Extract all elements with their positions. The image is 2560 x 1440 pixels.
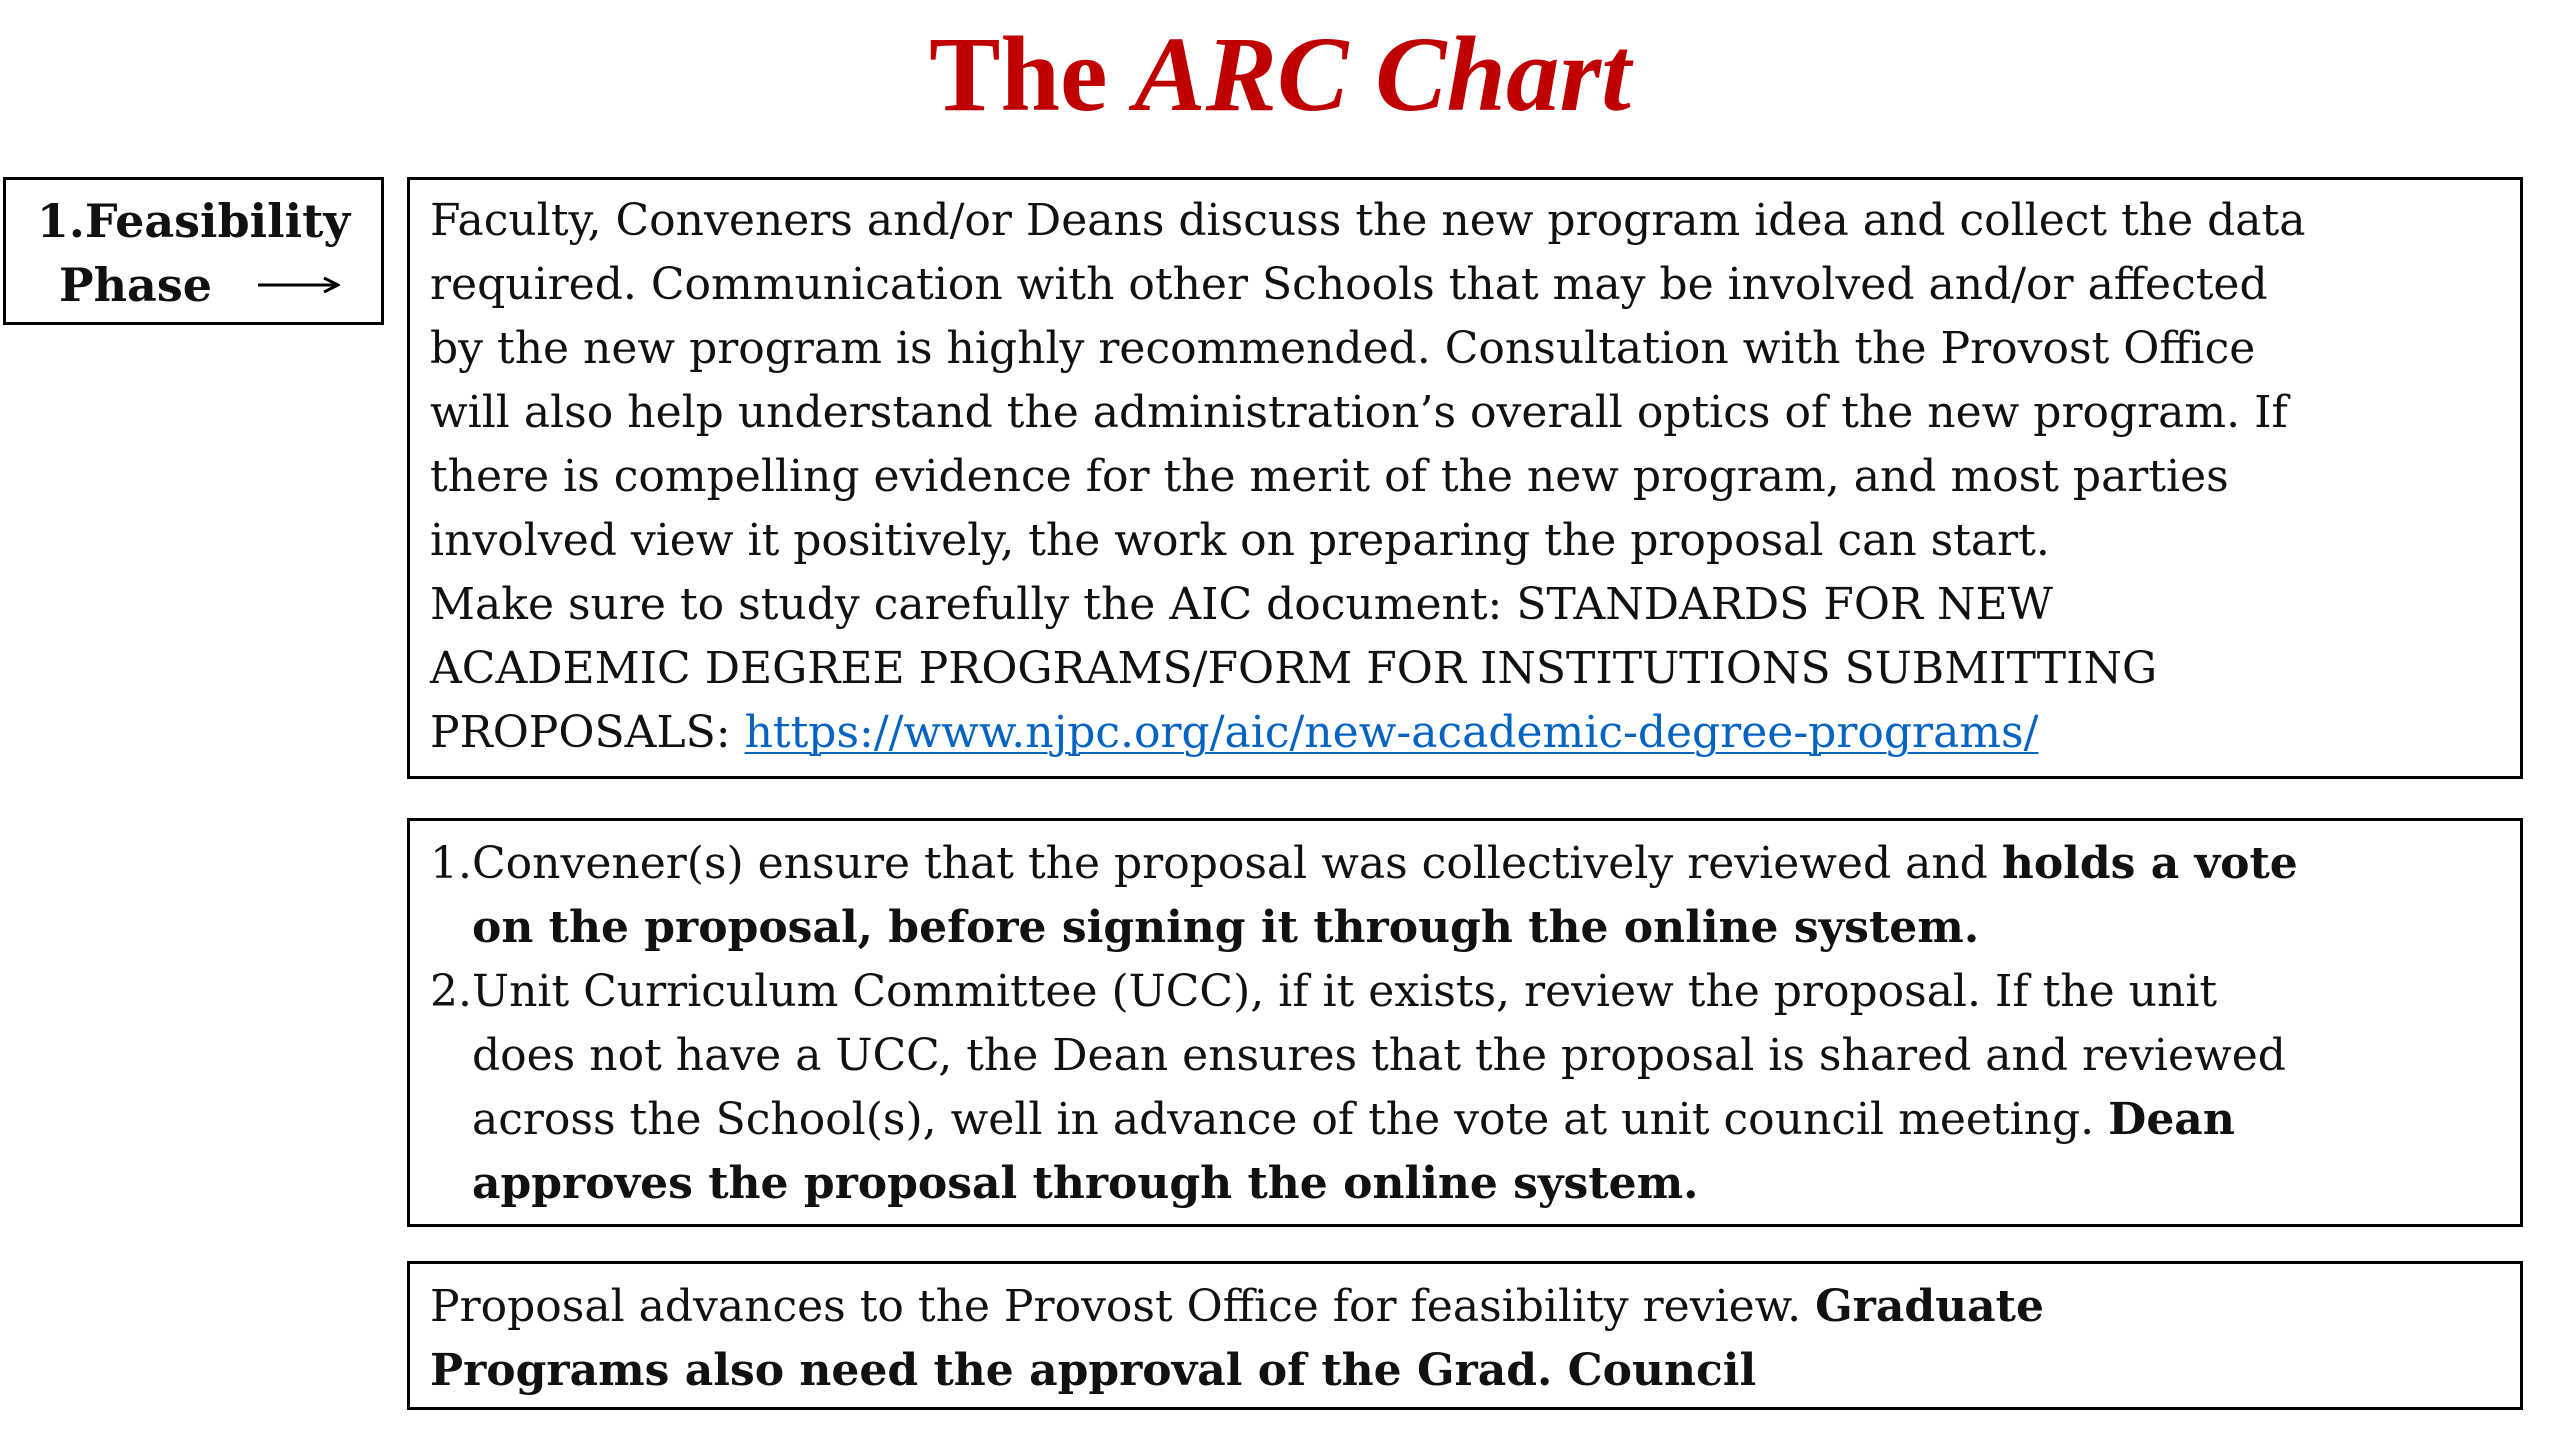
description-line: Faculty, Conveners and/or Deans discuss the new program idea and collect the data xyxy=(430,195,2306,246)
page-title xyxy=(0,16,2560,134)
step-text-bold: on the proposal, before signing it through the online system. xyxy=(471,902,1980,953)
title-prefix: The xyxy=(929,16,1108,134)
phase-label-box xyxy=(3,177,384,325)
feasibility-description-box xyxy=(407,177,2523,779)
step-number: 1. xyxy=(430,838,472,889)
description-line: ACADEMIC DEGREE PROGRAMS/FORM FOR INSTITUTIONS SUBMITTING xyxy=(430,643,2158,694)
phase-name-row xyxy=(6,253,381,317)
step-number: 2. xyxy=(430,966,472,1017)
step-text-regular: across the School(s), well in advance of the vote at unit council meeting. xyxy=(471,1094,2109,1145)
provost-line xyxy=(430,1275,2500,1339)
description-line: will also help understand the administration’s overall optics of the new program. If xyxy=(430,387,2288,438)
step-line xyxy=(472,832,2298,896)
provost-text-bold: Programs also need the approval of the Grad. Council xyxy=(430,1345,1757,1396)
step-text-regular: Unit Curriculum Committee (UCC), if it exists, review the proposal. If the unit xyxy=(471,966,2218,1017)
phase-name: Phase xyxy=(59,258,213,312)
review-step xyxy=(430,960,2500,1216)
aic-standards-link[interactable]: https://www.njpc.org/aic/new-academic-degree-programs/ xyxy=(744,707,2039,758)
step-text-bold: Dean xyxy=(2108,1094,2235,1145)
title-emphasis: ARC Chart xyxy=(1134,16,1631,134)
description-line-with-link xyxy=(430,701,2500,765)
description-line: by the new program is highly recommended. Consultation with the Provost Office xyxy=(430,323,2256,374)
description-line: Make sure to study carefully the AIC document: STANDARDS FOR NEW xyxy=(430,579,2053,630)
review-step xyxy=(430,832,2500,960)
description-line: involved view it positively, the work on preparing the proposal can start. xyxy=(430,515,2050,566)
step-text-bold: approves the proposal through the online system. xyxy=(471,1158,1699,1209)
provost-review-box xyxy=(407,1261,2523,1410)
provost-text-regular: Proposal advances to the Provost Office for feasibility review. xyxy=(430,1281,1816,1332)
step-line xyxy=(472,1088,2286,1152)
provost-text-bold: Graduate xyxy=(1815,1281,2044,1332)
unit-review-box xyxy=(407,818,2523,1227)
proposals-label: PROPOSALS: xyxy=(430,707,745,758)
phase-number-label: 1.Feasibility xyxy=(36,194,351,248)
description-line: required. Communication with other Schools that may be involved and/or affected xyxy=(430,259,2268,310)
step-line xyxy=(472,896,2298,960)
step-line xyxy=(472,1024,2286,1088)
description-line: there is compelling evidence for the merit of the new program, and most parties xyxy=(430,451,2229,502)
long-right-arrow-icon xyxy=(258,273,340,297)
step-text-bold: holds a vote xyxy=(2001,838,2298,889)
step-text xyxy=(472,832,2298,960)
step-text xyxy=(472,960,2286,1216)
step-line xyxy=(472,1152,2286,1216)
provost-line xyxy=(430,1339,2500,1403)
step-text-regular: does not have a UCC, the Dean ensures that the proposal is shared and reviewed xyxy=(471,1030,2286,1081)
step-line xyxy=(472,960,2286,1024)
step-text-regular: Convener(s) ensure that the proposal was collectively reviewed and xyxy=(471,838,2002,889)
